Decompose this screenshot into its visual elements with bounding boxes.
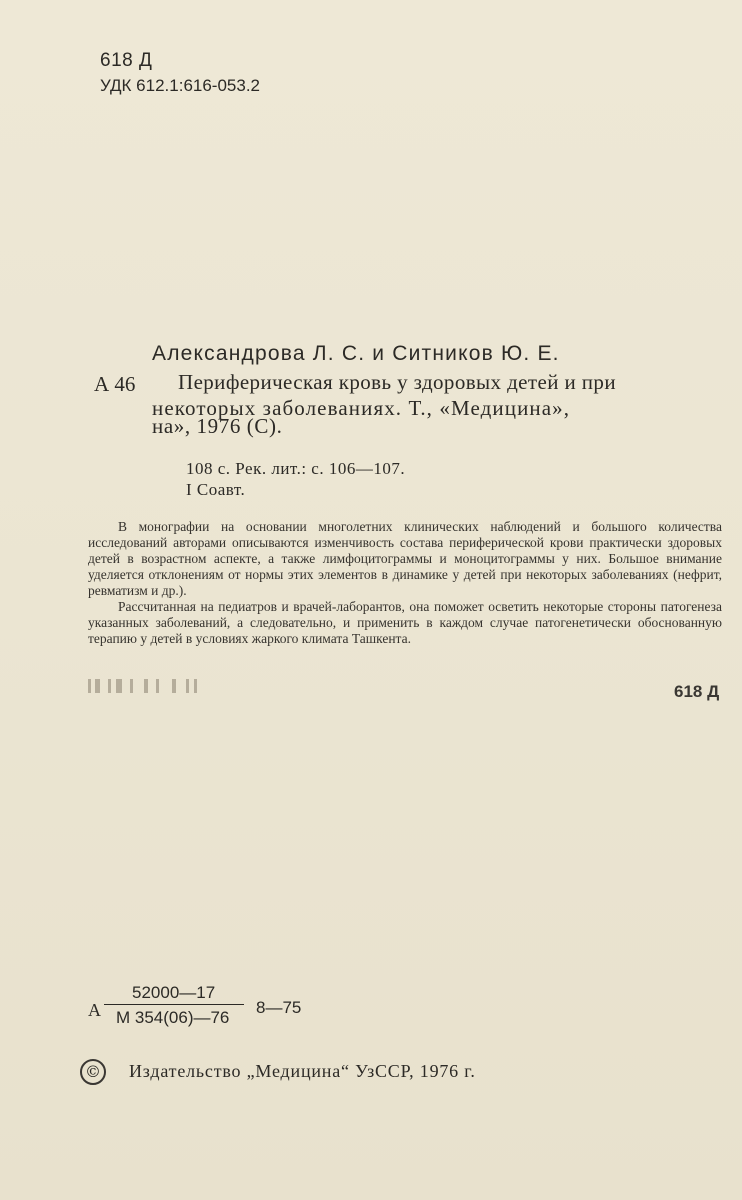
formula-letter: А (88, 1000, 101, 1020)
title-line-1: Периферическая кровь у здоровых детей и при (178, 370, 616, 394)
bbk-code-right: 618 Д (674, 682, 720, 701)
abstract-paragraph: Рассчитанная на педиатров и врачей-лаборантов, она поможет осветить некоторые стороны патогенеза указанных заболеваний, а следовательно, и применить в каждом случае патогенетически обоснованную терапию у детей в условиях жаркого климата Ташкента. (88, 599, 722, 646)
formula-numerator: 52000—17 (132, 983, 216, 1002)
publisher-line: Издательство „Медицина“ УзССР, 1976 г. (129, 1061, 476, 1081)
formula-denominator: М 354(06)—76 (116, 1008, 230, 1027)
abstract-paragraph: В монографии на основании многолетних клинических наблюдений и большого количества исследований авторами описываются изменчивость состава периферической крови практически здоровых детей в возрастном аспекте, а также лимфоцитограммы и моноцитограммы у них. Большое внимание уделяется отклонениям от нормы этих элементов в динамике у детей при некоторых заболеваниях (нефрит, ревматизм и др.). (88, 519, 722, 598)
coauthors-entry: I Соавт. (186, 480, 246, 499)
fraction-line (104, 1004, 244, 1005)
title-line-2: некоторых заболеваниях. Т., «Медицина», (152, 396, 571, 420)
faded-stamp (86, 679, 198, 693)
pages-info: 108 с. Рек. лит.: с. 106—107. (186, 459, 406, 478)
author-cipher: А 46 (94, 372, 136, 396)
title-line-3: на», 1976 (С). (152, 414, 283, 438)
copyright-icon: © (80, 1059, 106, 1085)
abstract (88, 519, 722, 647)
bbk-code: 618 Д (100, 50, 153, 71)
formula-suffix: 8—75 (256, 998, 302, 1017)
udk-code: УДК 612.1:616-053.2 (100, 76, 261, 95)
authors-line: Александрова Л. С. и Ситников Ю. Е. (152, 342, 560, 365)
